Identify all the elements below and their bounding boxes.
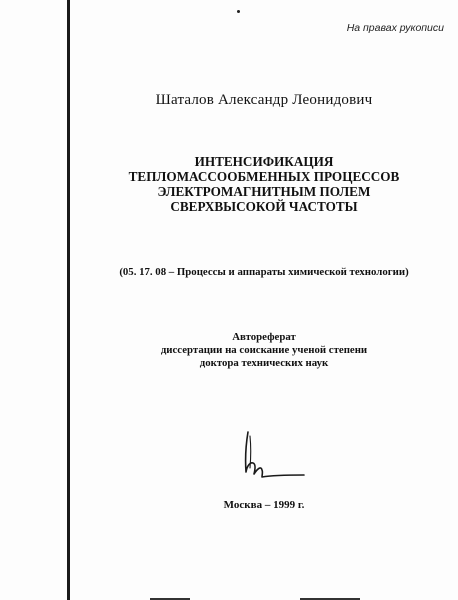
author-name: Шаталов Александр Леонидович	[155, 92, 373, 108]
title-line: ТЕПЛОМАССООБМЕННЫХ ПРОЦЕССОВ	[128, 169, 400, 184]
city-year: Москва – 1999 г.	[223, 499, 305, 511]
document-type	[70, 331, 458, 370]
specialty-code: (05. 17. 08 – Процессы и аппараты химической технологии)	[119, 266, 409, 278]
title-line: ЭЛЕКТРОМАГНИТНЫМ ПОЛЕМ	[157, 184, 371, 199]
document-type-line: доктора технических наук	[199, 357, 329, 369]
rights-notice: На правах рукописи	[346, 22, 444, 34]
document-type-line: диссертации на соискание ученой степени	[160, 344, 368, 356]
title-line: СВЕРХВЫСОКОЙ ЧАСТОТЫ	[170, 199, 358, 214]
handwritten-signature-icon	[232, 422, 312, 482]
title-line: ИНТЕНСИФИКАЦИЯ	[194, 154, 334, 169]
dissertation-title	[70, 154, 458, 214]
document-type-line: Автореферат	[232, 331, 296, 343]
scan-dot	[237, 10, 240, 13]
